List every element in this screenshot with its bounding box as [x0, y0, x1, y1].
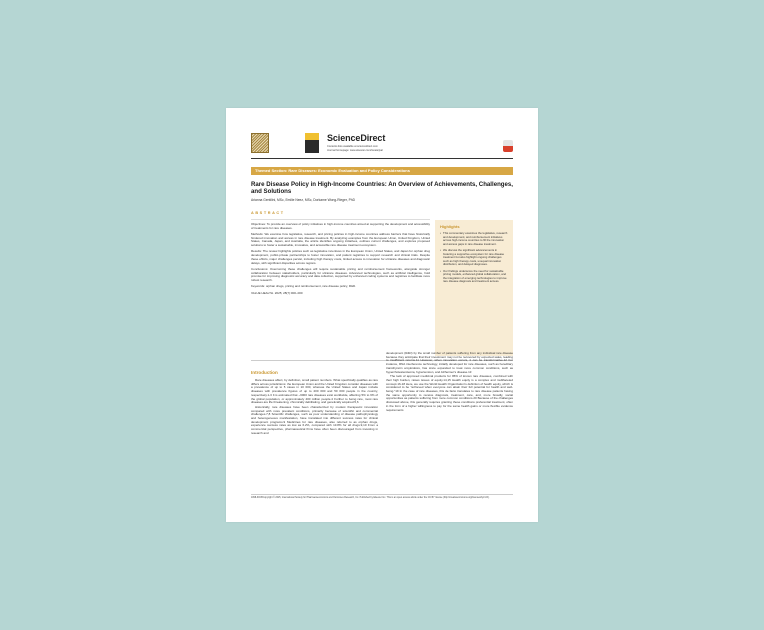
highlights-box: [435, 220, 513, 356]
abstract: [251, 219, 430, 356]
highlights-title: Highlights: [440, 224, 460, 229]
journal-cover-thumbnail: [305, 133, 319, 153]
abstract-objectives: Objectives: To provide an overview of policy initiatives in high-income countries aimed at supporting the development and accessibility of treatments for rare diseases.: [251, 222, 430, 230]
highlight-item: • This commentary examines the legislative, research and development, and reimbursement initiatives across high-income countries to fill the innovation and access gaps in rare disease treatment.: [440, 232, 508, 246]
highlight-item: • We discuss the significant advancements in fostering a supportive ecosystem for rare disease treatment but also highlight ongoing challenges such as high therapy costs, unequal innovation distribution, and delayed diagnoses.: [440, 249, 508, 267]
body-paragraph: The lack of approved medicinal products for 95% of known rare diseases, combined with their high burden, raises issues of equity.14,15 Health equity is a complex and multifaceted concept.16-18 Here, we use the World Health Organization's definition of health equity, which is considered to be "achieved when everyone can attain their full potential for health and well-being."19 In the case of rare diseases, this de facto translates to rare disease patients having the same opportunity to receive diagnosis, treatment, care, and, more broadly, social opportunities as patients suffering from more common conditions.20 Because of the challenges discussed above, this generally requires granting these conditions preferential treatment, often in the form of a higher willingness to pay for the same health gains or more flexible evidence requirements: [386, 374, 513, 412]
sciencedirect-brand: ScienceDirect: [327, 133, 386, 143]
abstract-conclusions: Conclusions: Overcoming these challenges will require sustainable pricing and reimbursement frameworks, alongside stronger collaboration between stakeholders, particularly for ultrarare diseases. Advanced technologies, such as artificial intelligence, hold promise for improving diagnostic accuracy and data collection, supported by enhanced coding systems and registries to facilitate more robust research.: [251, 266, 430, 282]
crossmark-icon[interactable]: [503, 140, 513, 152]
copyright-footer: 1098-3015/Copyright © 2025, International Society for Pharmacoeconomics and Outcomes Research, Inc. Published by Elsevier Inc. This is an open access article under the CC BY license (http://creativecommons.org/licenses/by/4.0/).: [251, 497, 490, 499]
body-paragraph: Rare diseases affect, by definition, small patient numbers. What specifically qualifies as rare differs across jurisdictions: the European Union and the United Kingdom consider diseases with a prevalence of up to 5 cases in 10 000, whereas the United States and Japan include diseases with prevalence figures of up to 200 000 and 50 000 people in the country, respectively.1-3 It is estimated that ~6000 rare diseases exist worldwide, affecting 5% to 6% of the global population, or approximately 400 million people.4 Further to being rare, most rare diseases are life threatening, chronically debilitating, and genetically acquired.5,6: [251, 378, 378, 405]
footer-divider: [251, 494, 513, 495]
elsevier-logo: [251, 133, 269, 153]
body-column-left: [251, 370, 378, 492]
theme-section-bar: Themed Section: Rare Diseases: Economic Evaluation and Policy Considerations: [251, 167, 513, 175]
highlight-item: • Our findings underscore the need for sustainable pricing models, enhanced global collaboration, and the integration of emerging technologies to improve rare disease diagnosis and treatment access.: [440, 270, 508, 284]
citation-line: VALUE HEALTH. 2025; 28(7):000–000: [251, 290, 303, 295]
homepage-line[interactable]: Journal homepage: www.elsevier.com/locate/jval: [327, 149, 383, 152]
contents-line: Contents lists available at sciencedirect.com: [327, 145, 378, 148]
article-page: [226, 108, 538, 522]
introduction-heading: Introduction: [251, 370, 278, 375]
abstract-keywords: Keywords: orphan drugs, pricing and reimbursement, rare disease policy, R&D.: [251, 284, 356, 289]
journal-header: [251, 133, 513, 155]
body-paragraph: Historically, rare diseases have been characterized by modest therapeutic innovation compared with more prevalent conditions, primarily because of scientific and commercial challenges.7,8 Scientific challenges, such as poor understanding of disease pathophysiology and heterogeneous manifestation, have translated into different success rates for clinical development programs.9 Medicines for rare diseases, also referred to as orphan drugs, experience success rates as low as 6.2%, compared with 13.8% for all drugs.9,10 From a commercial perspective, pharmaceutical firms have often been discouraged from investing in research and: [251, 404, 378, 435]
abstract-results: Results: The review highlights policies such as legislative incentives in the European Union, United States, and Japan for orphan drug development, public-private partnerships to foster innovation, and patient registries to support research and clinical trials. Despite these efforts, major challenges persist, including high therapy costs, limited access to innovation for ultrarare diseases and diagnostic delays, with significant disparities across regions.: [251, 249, 430, 265]
abstract-methods: Methods: We examine how legislative, research, and pricing policies in high-income countries address barriers that have historically hindered innovation and access in rare disease treatment. By analyzing examples from the European Union, United Kingdom, United States, Canada, Japan, and Australia, the article identifies ongoing initiatives, outlines current challenges, and explores proposed solutions to foster a sustainable, innovative, and accessible rare disease treatment ecosystem.: [251, 232, 430, 248]
header-divider: [251, 158, 513, 159]
authors: Arianna Gentilini, MSc, Emilie Neez, MSc, Dorkame Wong-Rieger, PhD: [251, 198, 356, 202]
abstract-heading: ABSTRACT: [251, 211, 285, 215]
body-paragraph: development (R&D) by the small number of patients suffering from any individual rare disease because they anticipate that their investment may not be recovered by expected sales, leading to insufficient returns.11 However, when innovation occurs, it can be transformative.12 For instance, RNA interference technology, initially developed for rare diseases, such as hereditary transthyretin amyloidosis, has since expanded to treat more common conditions, such as hypercholesterolemia, hypertension, and Alzheimer's disease.13: [386, 352, 513, 374]
body-column-right: [386, 352, 513, 492]
article-title: Rare Disease Policy in High-Income Countries: An Overview of Achievements, Challenges, and Solutions: [251, 181, 513, 196]
